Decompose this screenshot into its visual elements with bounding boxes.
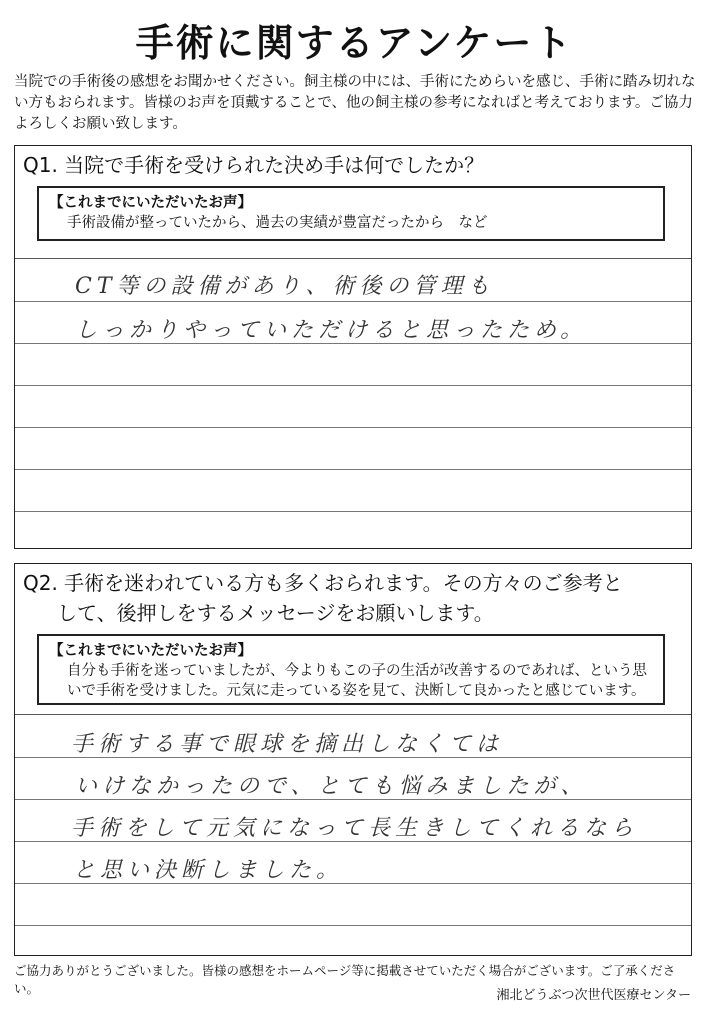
- page-title: 手術に関するアンケート: [135, 21, 574, 65]
- question-1-box: [14, 145, 692, 549]
- example-voices-text: 自分も手術を迷っていましたが、今よりもこの子の生活が改善するのであれば、という思いで手術を受けました。元気に走っている姿を見て、決断して良かったと感じています。: [67, 663, 647, 699]
- question-2-line-2: して、後押しをするメッセージをお願いします。: [57, 601, 494, 625]
- ruled-line: [15, 385, 691, 386]
- handwritten-answer-line: いけなかったので、とても悩みましたが、: [75, 774, 588, 799]
- ruled-line: [15, 511, 691, 512]
- intro-text: 当院での手術後の感想をお聞かせください。飼主様の中には、手術にためらいを感じ、手術に踏み切れない方もおられます。皆様のお声を頂戴することで、他の飼主様の参考になればと考えております。ご協力よろしくお願い致します。: [14, 74, 696, 132]
- footer-note: ご協力ありがとうございました。皆様の感想をホームページ等に掲載させていただく場合がございます。ご了承ください。: [14, 963, 676, 996]
- example-voices-heading: 【これまでにいただいたお声】: [49, 195, 252, 211]
- handwritten-answer-line: と思い決断しました。: [73, 858, 344, 883]
- organization-name: 湘北どうぶつ次世代医療センター: [496, 988, 691, 1003]
- question-2-example-voices: [37, 634, 665, 705]
- question-1-answer-area: [15, 258, 691, 343]
- question-2-answer-area: [15, 714, 691, 883]
- ruled-line: [15, 427, 691, 428]
- handwritten-answer-line: 手術をして元気になって長生きしてくれるなら: [71, 816, 639, 841]
- question-2-text: [23, 568, 683, 628]
- example-voices-heading: 【これまでにいただいたお声】: [49, 643, 252, 659]
- handwritten-answer-line: 手術する事で眼球を摘出しなくては: [71, 732, 504, 757]
- question-1-text: Q1. 当院で手術を受けられた決め手は何でしたか？: [23, 153, 485, 177]
- question-2-line-1: Q2. 手術を迷われている方も多くおられます。その方々のご参考と: [23, 571, 623, 595]
- ruled-line: [15, 469, 691, 470]
- handwritten-answer-line: CT等の設備があり、術後の管理も: [75, 274, 495, 299]
- question-1-example-voices: [37, 186, 665, 241]
- question-2-box: [14, 563, 692, 956]
- ruled-line: [15, 925, 691, 926]
- handwritten-answer-line: しっかりやっていただけると思ったため。: [75, 318, 588, 343]
- example-voices-text: 手術設備が整っていたから、過去の実績が豊富だったから など: [67, 215, 488, 231]
- ruled-line: [15, 301, 691, 302]
